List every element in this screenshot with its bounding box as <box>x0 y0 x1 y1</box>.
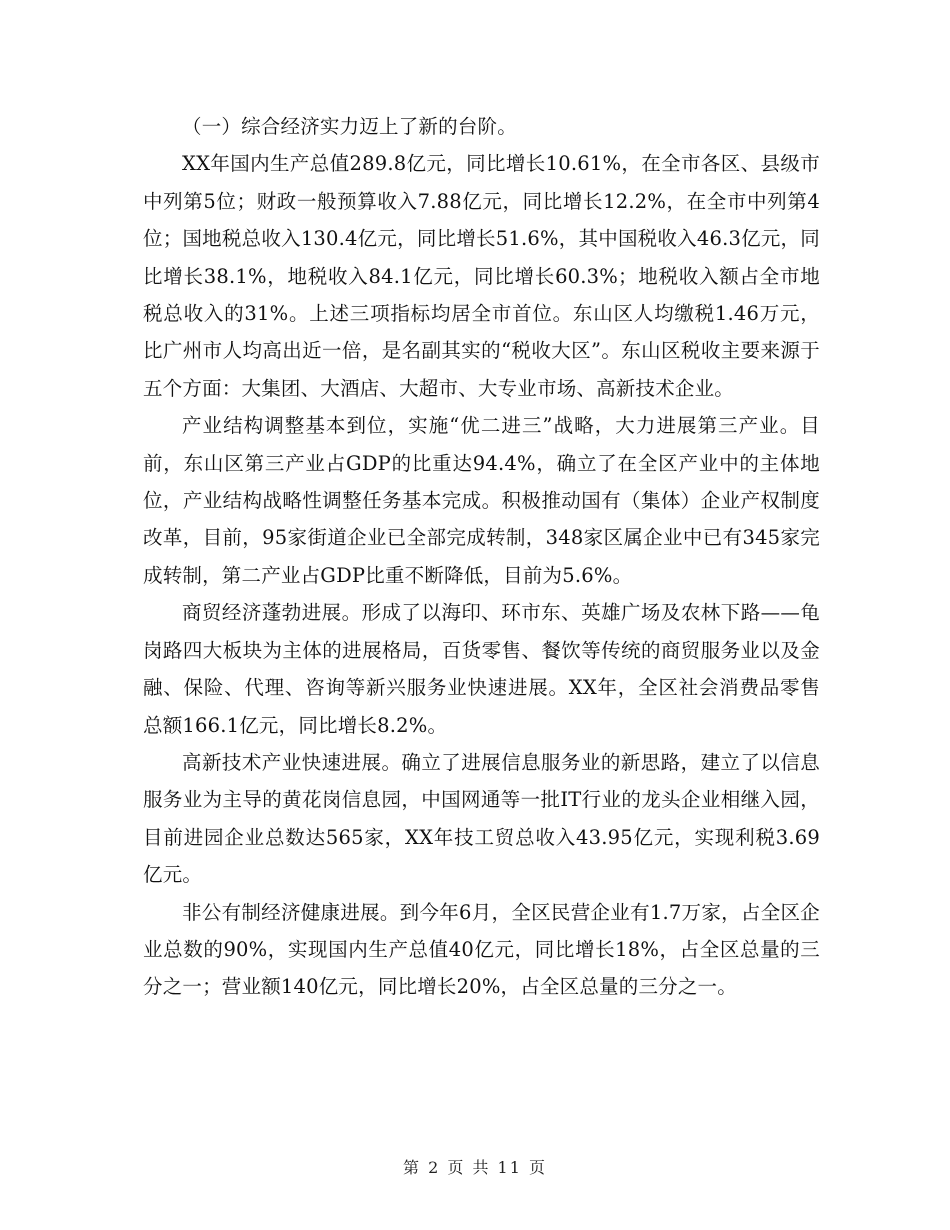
document-body <box>143 108 820 1006</box>
page-number-footer: 第 2 页 共 11 页 <box>403 1158 547 1177</box>
section-heading: （一）综合经济实力迈上了新的台阶。 <box>182 115 517 138</box>
paragraph-gdp-tax: XX年国内生产总值289.8亿元，同比增长10.61%，在全市各区、县级市中列第5位；财政一般预算收入7.88亿元，同比增长12.2%，在全市中列第4位；国地税总收入130.4亿元，同比增长51.6%，其中国税收入46.3亿元，同比增长38.1%，地税收入84.1亿元，同比增长60.3%；地税收入额占全市地税总收入的31%。上述三项指标均居全市首位。东山区人均缴税1.46万元，比广州市人均高出近一倍，是名副其实的“税收大区”。东山区税收主要来源于五个方面：大集团、大酒店、大超市、大专业市场、高新技术企业。 <box>143 152 820 400</box>
paragraph-high-tech: 高新技术产业快速进展。确立了进展信息服务业的新思路，建立了以信息服务业为主导的黄花岗信息园，中国网通等一批IT行业的龙头企业相继入园，目前进园企业总数达565家，XX年技工贸总收入43.95亿元，实现利税3.69亿元。 <box>143 750 820 887</box>
paragraph-commerce: 商贸经济蓬勃进展。形成了以海印、环市东、英雄广场及农林下路——龟岗路四大板块为主体的进展格局，百货零售、餐饮等传统的商贸服务业以及金融、保险、代理、咨询等新兴服务业快速进展。XX年，全区社会消费品零售总额166.1亿元，同比增长8.2%。 <box>143 601 820 737</box>
paragraph-industrial-structure: 产业结构调整基本到位，实施“优二进三”战略，大力进展第三产业。目前，东山区第三产业占GDP的比重达94.4%，确立了在全区产业中的主体地位，产业结构战略性调整任务基本完成。积极推动国有（集体）企业产权制度改革，目前，95家街道企业已全部完成转制，348家区属企业中已有345家完成转制，第二产业占GDP比重不断降低，目前为5.6%。 <box>143 414 820 587</box>
paragraph-private-economy: 非公有制经济健康进展。到今年6月，全区民营企业有1.7万家，占全区企业总数的90%，实现国内生产总值40亿元，同比增长18%，占全区总量的三分之一；营业额140亿元，同比增长20%，占全区总量的三分之一。 <box>143 900 820 999</box>
